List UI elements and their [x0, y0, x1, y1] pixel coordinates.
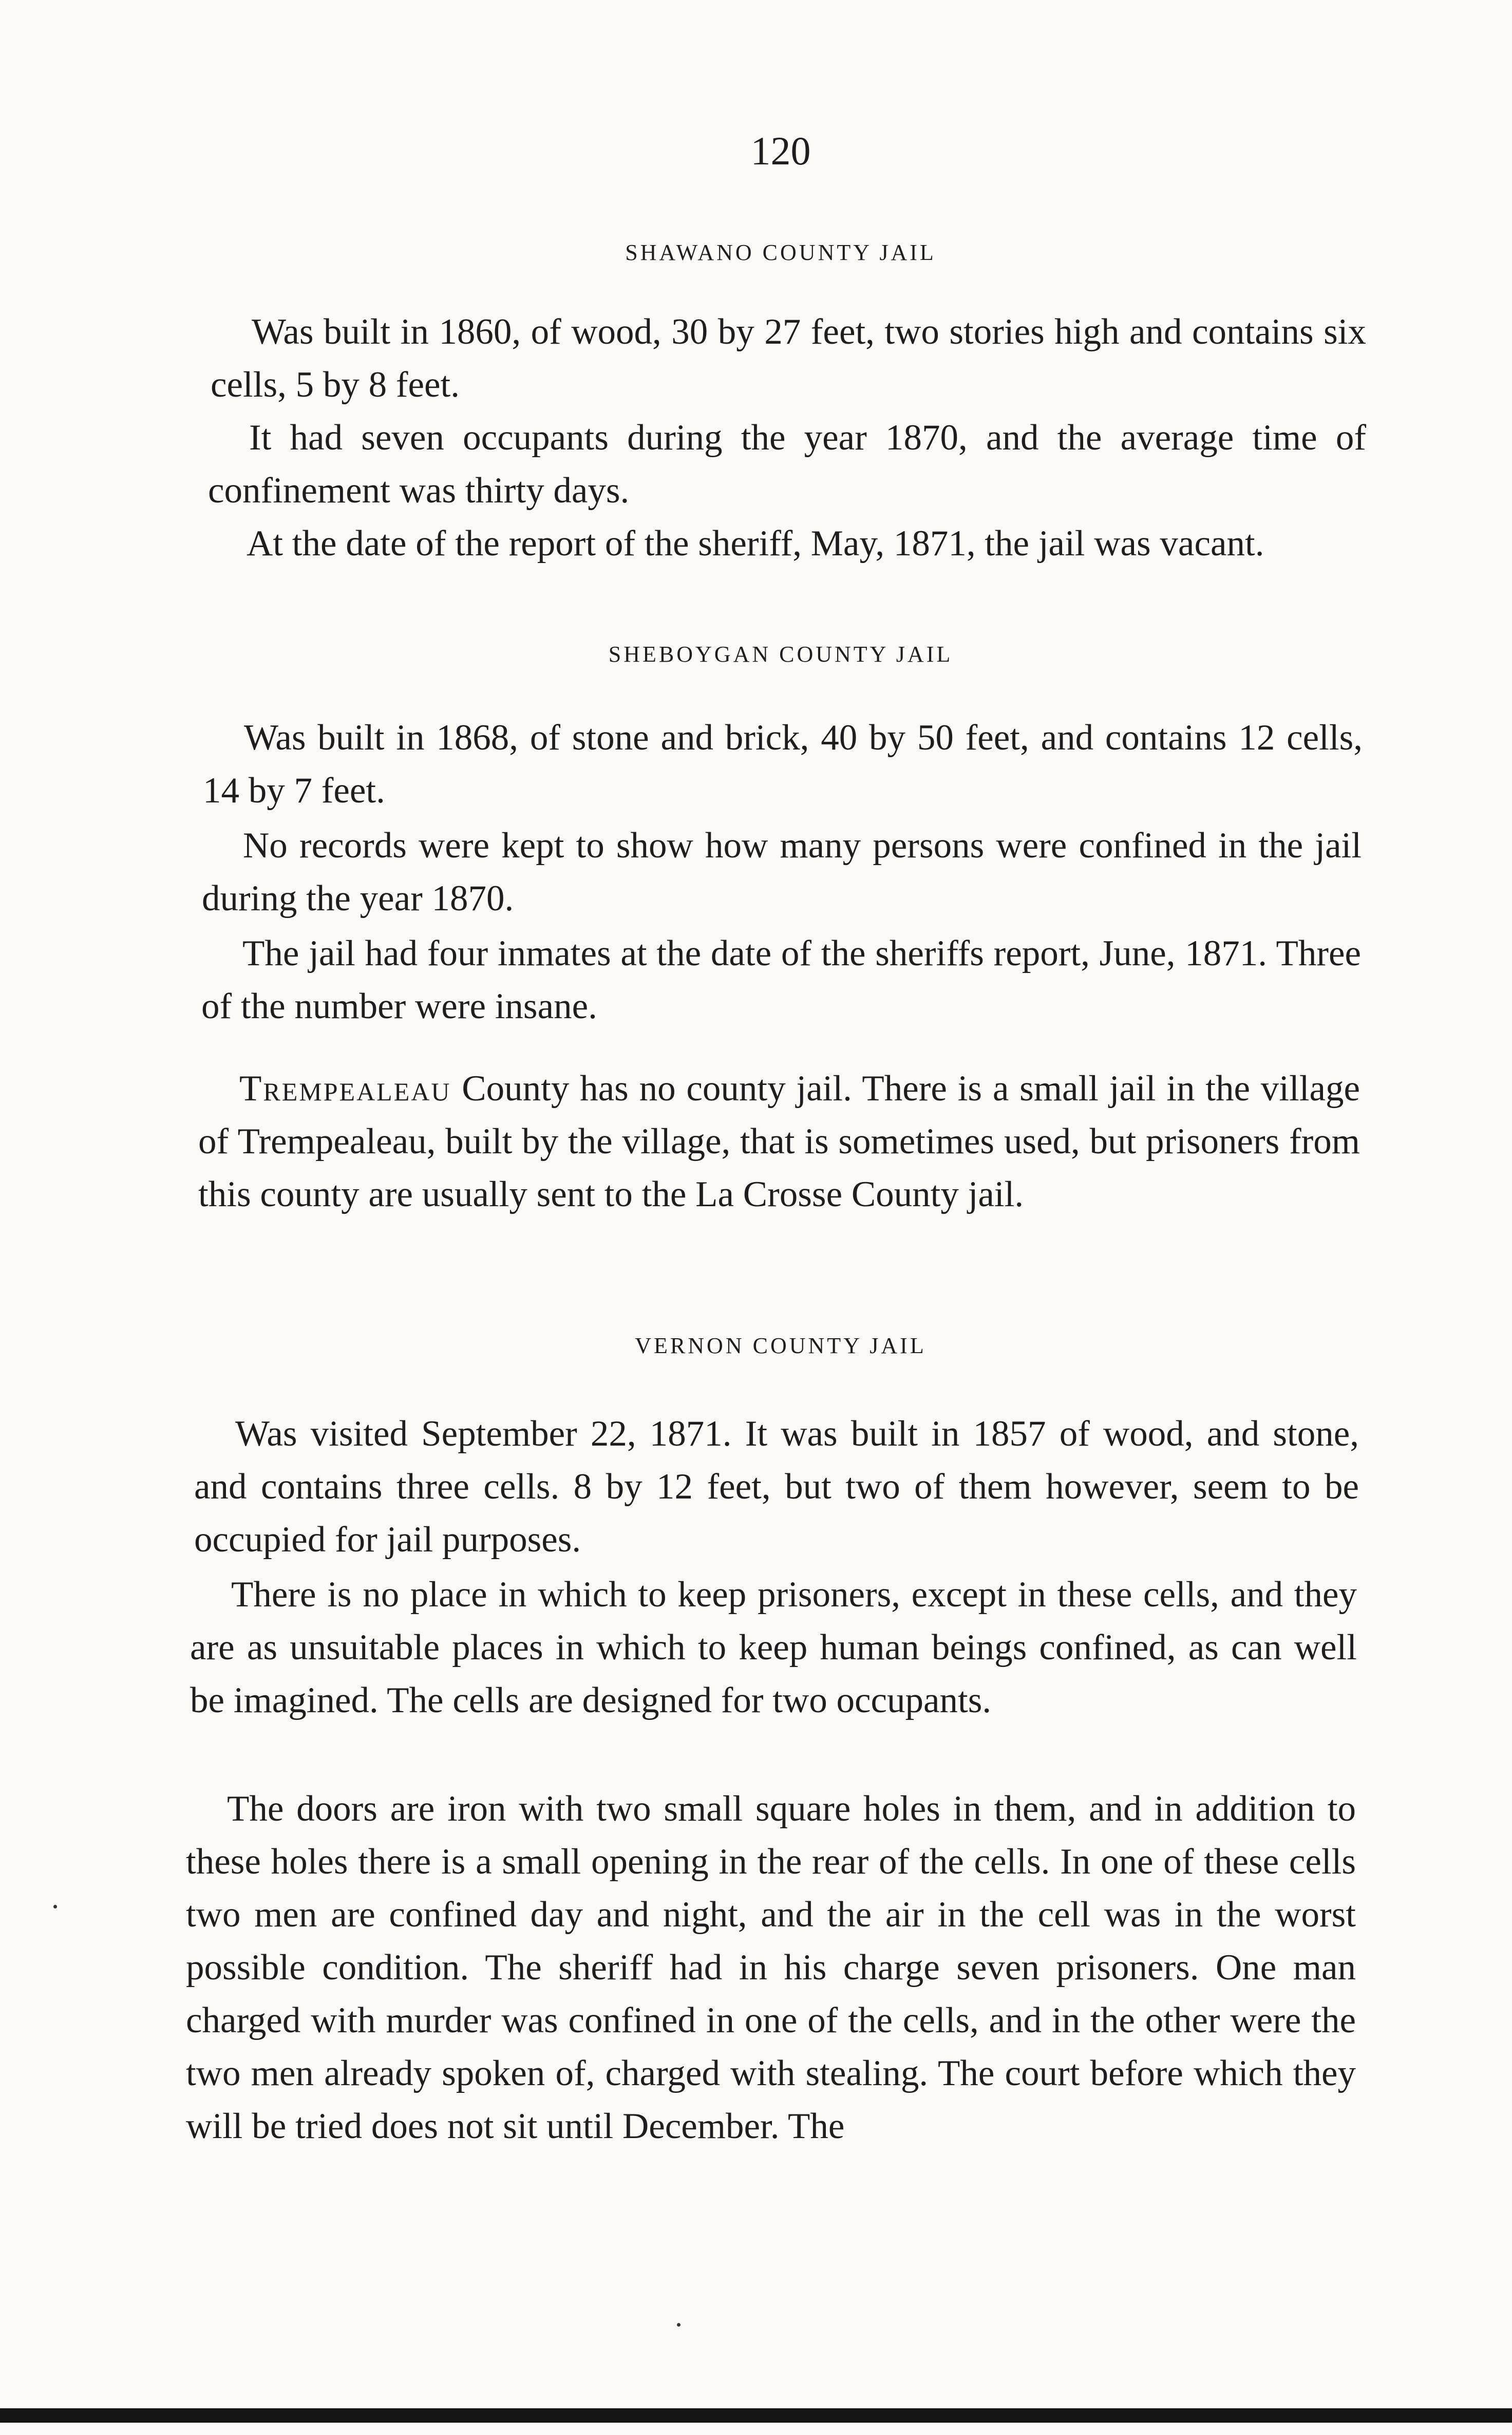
paragraph-sheboygan-1: Was built in 1868, of stone and brick, 40 by 50 feet, and contains 12 cells, 14 by 7 feet.	[203, 718, 1363, 811]
paragraph-shawano-1: Was built in 1860, of wood, 30 by 27 feet, two stories high and contains six cells, 5 by 8 feet.	[211, 312, 1366, 405]
paragraph-vernon-3: The doors are iron with two small square holes in them, and in addition to these holes there is a small opening in the rear of the cells. In one of these cells two men are confined day and night, and the air in the cell was in the worst possible condition. The sheriff had in his charge seven prisoners. One man charged with murder was confined in one of the cells, and in the other were the two men already spoken of, charged with stealing. The court before which they will be tried does not sit until December. The	[186, 1789, 1356, 2146]
paragraph-sheboygan-2: No records were kept to show how many persons were confined in the jail during the year 1870.	[202, 826, 1362, 919]
section-heading-vernon: VERNON COUNTY JAIL	[635, 1333, 927, 1358]
section-heading-shawano: SHAWANO COUNTY JAIL	[625, 240, 936, 265]
paragraph-shawano-2: It had seven occupants during the year 1870, and the average time of confinement was thirty days.	[208, 418, 1366, 511]
section-heading-sheboygan: SHEBOYGAN COUNTY JAIL	[608, 642, 953, 667]
paragraph-vernon-1: Was visited September 22, 1871. It was built in 1857 of wood, and stone, and contains three cells. 8 by 12 feet, but two of them however, seem to be occupied for jail purposes.	[194, 1414, 1359, 1560]
trempealeau-text: County has no county jail. There is a small jail in the village of Trempealeau, built by the village, that is sometimes used, but prisoners from this county are usually sent to the La Crosse County jail.	[198, 1069, 1360, 1214]
paragraph-vernon-2: There is no place in which to keep prisoners, except in these cells, and they are as unsuitable places in which to keep human beings confined, as can well be imagined. The cells are designed for two occupants.	[190, 1575, 1357, 1720]
paragraph-shawano-3: At the date of the report of the sheriff, May, 1871, the jail was vacant.	[247, 523, 1264, 564]
paper-speck	[677, 2323, 681, 2327]
trempealeau-lead: Trempealeau	[239, 1069, 451, 1109]
paragraph-sheboygan-3: The jail had four inmates at the date of the sheriffs report, June, 1871. Three of the number were insane.	[201, 933, 1361, 1026]
paragraph-trempealeau	[198, 1062, 1360, 1221]
paper-speck	[53, 1905, 57, 1908]
page-number: 120	[750, 128, 811, 173]
scan-edge	[0, 2408, 1512, 2423]
